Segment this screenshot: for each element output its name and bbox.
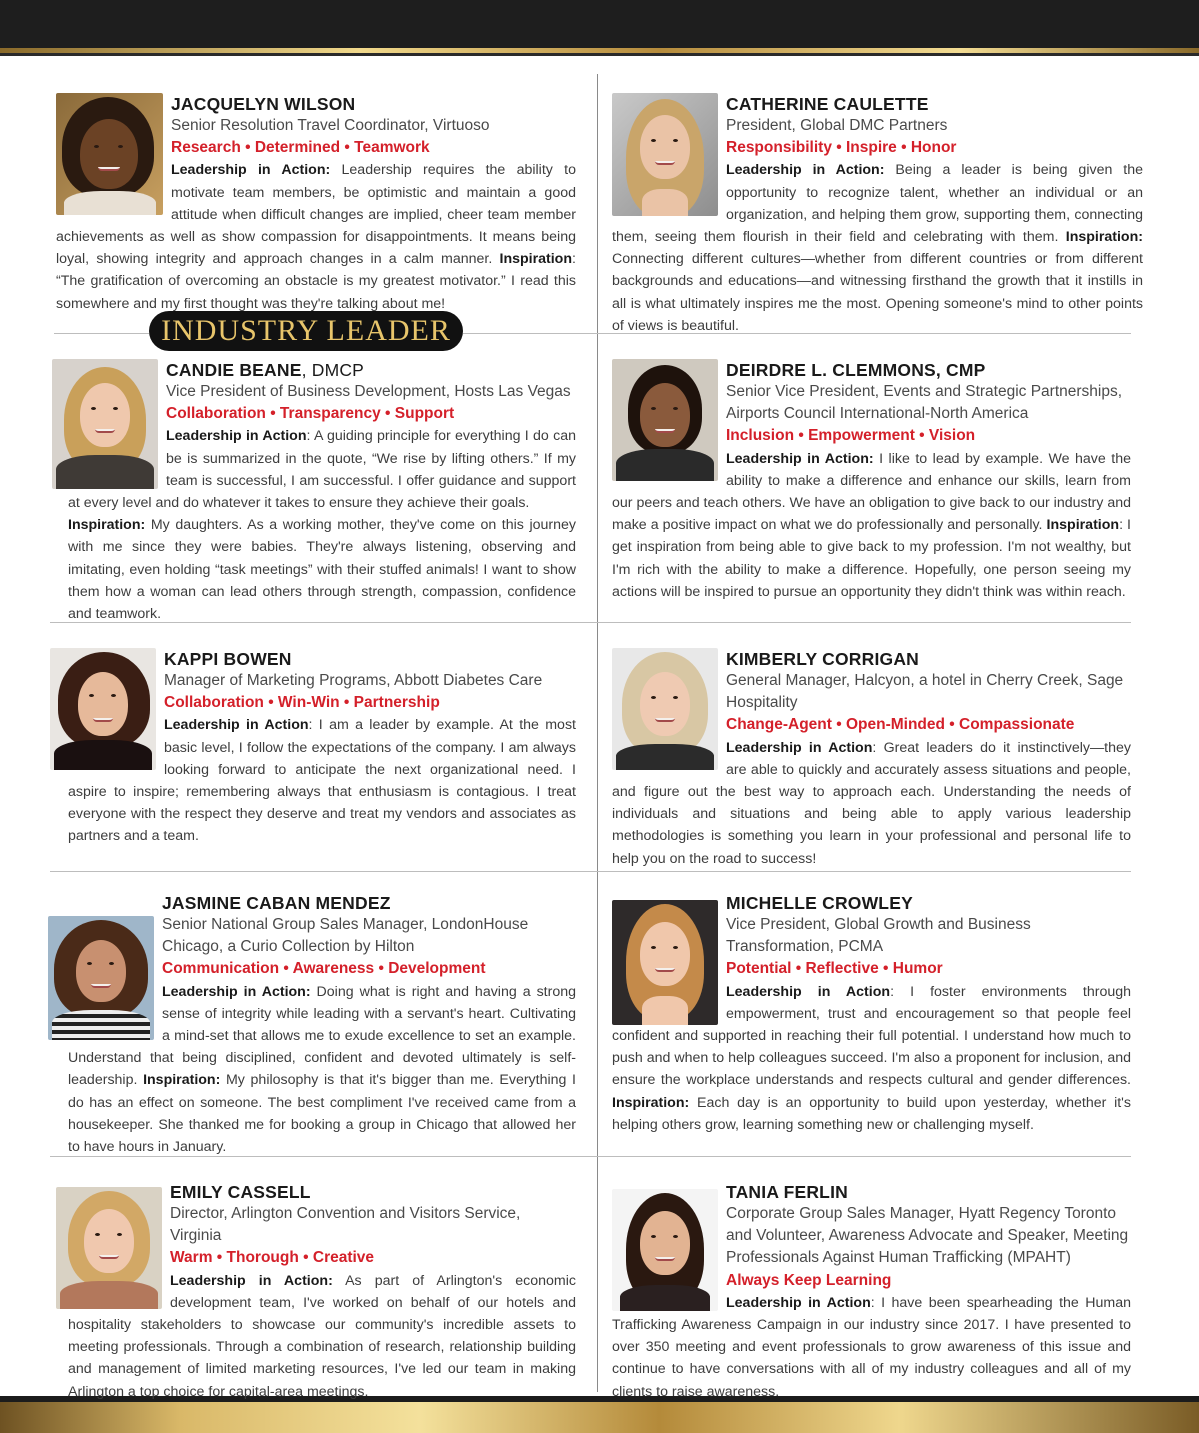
profile-text: Leadership in Action: Great leaders do it instinctively—they are able to quickly and accurately assess situations and people, and figure out the best way to approach each. Understanding the needs of individuals and situations and being able to apply various leadership methodologies is something you learn in your professional and personal life to help you on the road to success! bbox=[612, 739, 1131, 867]
profile-text: Leadership in Action: A guiding principle for everything I do can be is summarized in the quote, “We rise by lifting others.” If my team is successful, I am successful. I offer guidance and support at every level and do whatever it takes to ensure they achieve their goals. bbox=[68, 428, 576, 512]
profile-photo bbox=[48, 916, 154, 1040]
profile-traits: Warm • Thorough • Creative bbox=[170, 1249, 375, 1267]
profile-name: JACQUELYN WILSON bbox=[171, 94, 356, 114]
header-rule bbox=[0, 53, 1199, 56]
profile-photo bbox=[612, 93, 718, 216]
profile-traits: Collaboration • Win-Win • Partnership bbox=[164, 694, 440, 712]
profile-inspiration: Inspiration: My daughters. As a working mother, they've come on this journey with me since they were babies. They're always listening, observing and imitating, even holding “task meetings” with their stuffed animals! I want to show them how a woman can lead others through strength, compassion, confidence and teamwork. bbox=[68, 517, 576, 623]
profile-title: President, Global DMC Partners bbox=[726, 117, 948, 134]
profile-text: Leadership in Action: Being a leader is being given the opportunity to recognize talent, whether an individual or an organization, and helping them grow, supporting them, connecting them, seeing them flourish in their field and celebrating with them. Inspiration: Connecting different cultures—whether from different countries or from different backgrounds and educations—and witnessing firsthand the growth that it instills in all is what ultimately inspires me the most. Opening someone's mind to other points of views is beautiful. bbox=[612, 162, 1143, 334]
profile-card bbox=[56, 1181, 576, 1403]
profile-title: Corporate Group Sales Manager, Hyatt Regency Toronto and Volunteer, Awareness Advocate and Speaker, Meeting Professionals Against Human Trafficking (MPAHT) bbox=[726, 1205, 1129, 1267]
profile-card bbox=[48, 892, 576, 1158]
profile-title: Manager of Marketing Programs, Abbott Diabetes Care bbox=[164, 672, 543, 689]
profile-card bbox=[612, 359, 1131, 603]
profile-name: DEIRDRE L. CLEMMONS, CMP bbox=[726, 360, 986, 380]
profile-title: General Manager, Halcyon, a hotel in Cherry Creek, Sage Hospitality bbox=[726, 672, 1124, 712]
profile-traits: Communication • Awareness • Development bbox=[162, 960, 486, 978]
profile-name: CATHERINE CAULETTE bbox=[726, 94, 929, 114]
profile-photo bbox=[612, 359, 718, 481]
profile-traits: Research • Determined • Teamwork bbox=[171, 139, 430, 157]
row-divider bbox=[50, 871, 1131, 872]
profile-text: Leadership in Action: I foster environments through empowerment, trust and encouragement so that people feel confident and supported in reaching their full potential. I understand how much to push and when to help colleagues succeed. I'm also a proponent for inclusion, and ensure the workplace understands and respects cultural and gender differences. Inspiration: Each day is an opportunity to build upon yesterday, whether it's helping others grow, learning something new or challenging myself. bbox=[612, 983, 1132, 1133]
profile-name: MICHELLE CROWLEY bbox=[726, 893, 913, 913]
profile-traits: Responsibility • Inspire • Honor bbox=[726, 139, 957, 157]
profile-name: CANDIE BEANE, DMCP bbox=[166, 360, 365, 380]
profile-card bbox=[50, 648, 576, 848]
profile-name: KIMBERLY CORRIGAN bbox=[726, 649, 920, 669]
profile-card bbox=[56, 93, 576, 315]
profile-photo bbox=[612, 900, 718, 1025]
profile-traits: Potential • Reflective • Humor bbox=[726, 960, 943, 978]
profile-photo bbox=[612, 648, 718, 770]
profile-name: EMILY CASSELL bbox=[170, 1182, 311, 1202]
profile-text: Leadership in Action: As part of Arlington's economic development team, I've worked on behalf of our hotels and hospitality stakeholders to showcase our community's incredible assets to meeting professionals. Through a combination of research, relationship building and management of limited marketing resources, I've led our team in making Arlington a top choice for capital-area meetings. bbox=[68, 1272, 576, 1400]
profile-text: Leadership in Action: I like to lead by example. We have the ability to make a difference and enhance our skills, learn from our peers and teach others. We have an obligation to give back to our industry and make a positive impact on what we do professionally and personally. Inspiration: I get inspiration from being able to give back to my profession. I'm not wealthy, but I'm rich with the ability to make a difference. Hopefully, one person seeing my actions will be inspired to pursue an opportunity they didn't think was within reach. bbox=[612, 450, 1132, 600]
profile-title: Senior Vice President, Events and Strategic Partnerships, Airports Council International-North America bbox=[726, 383, 1123, 423]
profile-traits: Inclusion • Empowerment • Vision bbox=[726, 427, 976, 445]
profile-text: Leadership in Action: I am a leader by example. At the most basic level, I follow the expectations of the company. I am always looking forward to anticipate the next organizational need. I aspire to inspire; remembering always that enthusiasm is contagious. I treat everyone with the respect they deserve and treat my vendors and associates as partners and a team. bbox=[68, 717, 576, 845]
header-band bbox=[0, 0, 1199, 48]
row-divider bbox=[54, 333, 149, 334]
profile-card bbox=[612, 1181, 1131, 1403]
profile-name: JASMINE CABAN MENDEZ bbox=[162, 893, 391, 913]
profile-traits: Change-Agent • Open-Minded • Compassionate bbox=[726, 716, 1075, 734]
profile-traits: Collaboration • Transparency • Support bbox=[166, 405, 455, 423]
profile-title: Vice President of Business Development, Hosts Las Vegas bbox=[166, 383, 571, 400]
profile-title: Senior National Group Sales Manager, LondonHouse Chicago, a Curio Collection by Hilton bbox=[162, 916, 529, 956]
profile-card bbox=[52, 359, 576, 625]
column-divider bbox=[597, 74, 598, 1392]
profile-text: Leadership in Action: Leadership requires the ability to motivate team members, be optimistic and maintain a good attitude when difficult changes are implied, cheer team member achievements as well as show compassion for disappointments. It means being loyal, showing integrity and approach changes in a calm manner. Inspiration: “The gratification of overcoming an obstacle is my greatest motivator.” I read this somewhere and my first thought was they're talking about me! bbox=[56, 162, 576, 312]
industry-leader-badge: INDUSTRY LEADER bbox=[149, 311, 463, 351]
profile-photo bbox=[56, 1187, 162, 1309]
profile-photo bbox=[612, 1189, 718, 1311]
profile-text: Leadership in Action: I have been spearheading the Human Trafficking Awareness Campaign in our industry since 2017. I have presented to over 350 meeting and event professionals to grow awareness of this issue and continue to have conversations with all of my industry colleagues and all of my clients to raise awareness. bbox=[612, 1294, 1131, 1400]
profile-card bbox=[612, 892, 1131, 1136]
profile-photo bbox=[50, 648, 156, 770]
profile-title: Director, Arlington Convention and Visitors Service, Virginia bbox=[170, 1205, 521, 1245]
profile-card bbox=[612, 648, 1131, 870]
profile-text: Leadership in Action: Doing what is right and having a strong sense of integrity while leading with a servant's heart. Cultivating a mind-set that allows me to exude excellence to set an example. Understand that being disciplined, confident and devoted ultimately is self-leadership. Inspiration: My philosophy is that it's bigger than me. Everything I do has an effect on someone. The best compliment I've received came from a housekeeper. She thanked me for booking a group in Chicago that allowed her to have hours in January. bbox=[68, 983, 577, 1156]
profile-photo bbox=[56, 93, 163, 215]
profile-traits: Always Keep Learning bbox=[726, 1271, 892, 1289]
profile-name: TANIA FERLIN bbox=[726, 1182, 848, 1202]
footer-gold-band bbox=[0, 1402, 1199, 1433]
profile-name: KAPPI BOWEN bbox=[164, 649, 292, 669]
profile-title: Vice President, Global Growth and Business Transformation, PCMA bbox=[726, 916, 1031, 956]
profile-photo bbox=[52, 359, 158, 489]
profile-card bbox=[612, 93, 1143, 337]
profile-title: Senior Resolution Travel Coordinator, Virtuoso bbox=[171, 117, 490, 134]
